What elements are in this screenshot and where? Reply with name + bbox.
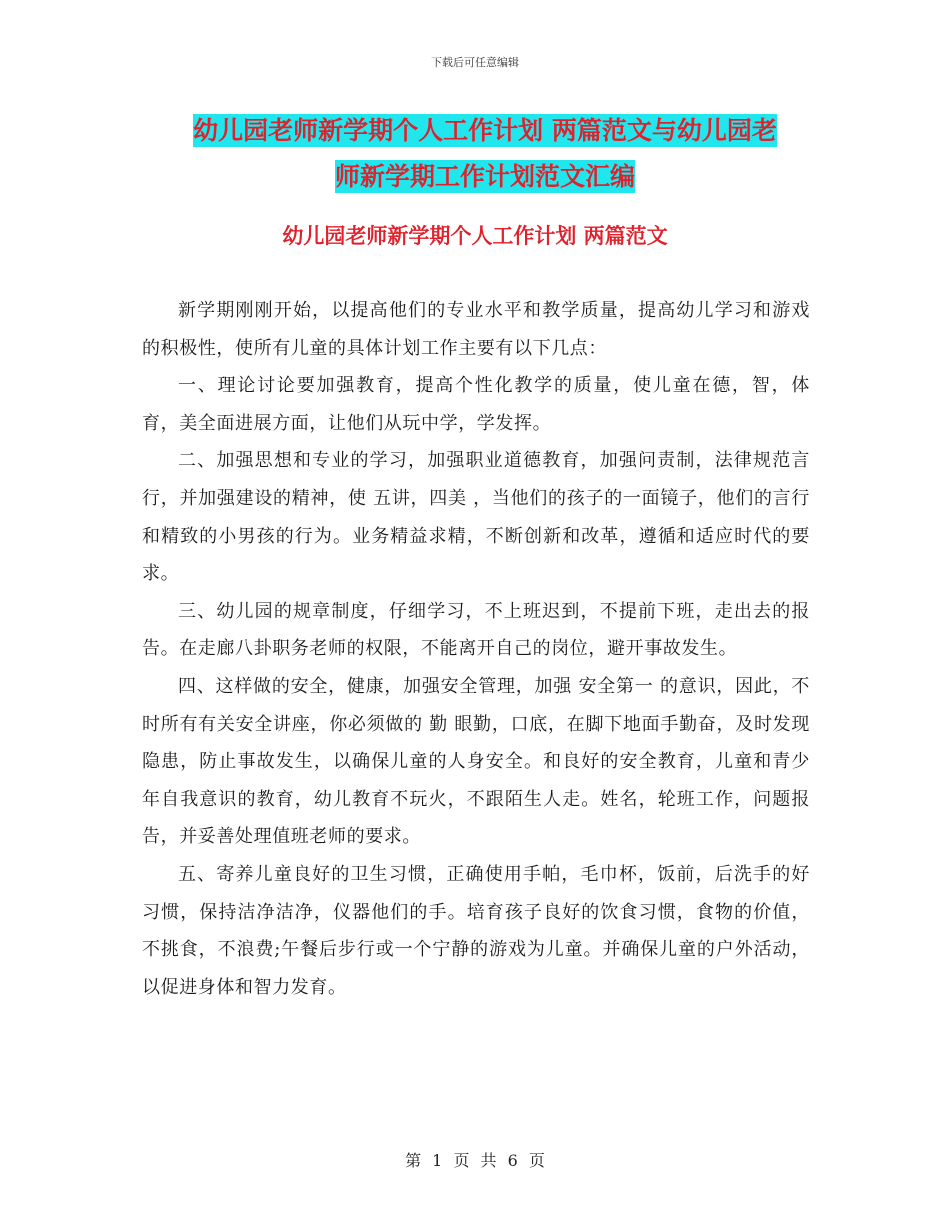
paragraph-item-2: 二、加强思想和专业的学习，加强职业道德教育，加强问责制，法律规范言行，并加强建设的精神，使 五讲，四美 ，当他们的孩子的一面镜子，他们的言行和精致的小男孩的行为。业务精益求精，不断创新和改革，遵循和适应时代的要求。 [142, 450, 810, 585]
paragraph-item-5: 五、寄养儿童良好的卫生习惯，正确使用手帕，毛巾杯，饭前，后洗手的好习惯，保持洁净洁净，仪器他们的手。培育孩子良好的饮食习惯，食物的价值，不挑食，不浪费;午餐后步行或一个宁静的游戏为儿童。并确保儿童的户外活动，以促进身体和智力发育。 [142, 863, 810, 998]
paragraph-intro: 新学期刚刚开始，以提高他们的专业水平和教学质量，提高幼儿学习和游戏的积极性，使所有儿童的具体计划工作主要有以下几点： [142, 300, 810, 359]
paragraph-item-3: 三、幼儿园的规章制度，仔细学习，不上班迟到，不提前下班，走出去的报告。在走廊八卦职务老师的权限，不能离开自己的岗位，避开事故发生。 [142, 600, 810, 660]
section-title: 幼儿园老师新学期个人工作计划 两篇范文 [282, 224, 668, 248]
document-title [140, 108, 830, 200]
body-text [142, 292, 810, 1006]
paragraph-item-4: 四、这样做的安全，健康，加强安全管理，加强 安全第一 的意识，因此，不时所有有关安全讲座，你必须做的 勤 眼勤，口底，在脚下地面手勤奋，及时发现隐患，防止事故发生，以确保儿童的人身安全。和良好的安全教育，儿童和青少年自我意识的教育，幼儿教育不玩火，不跟陌生人走。姓名，轮班工作，问题报告，并妥善处理值班老师的要求。 [142, 675, 810, 848]
header-note: 下载后可任意编辑 [431, 56, 519, 69]
document-title-line-2: 师新学期工作计划范文汇编 [334, 162, 635, 191]
paragraph-item-1: 一、理论讨论要加强教育，提高个性化教学的质量，使儿童在德，智，体育，美全面进展方面，让他们从玩中学，学发挥。 [142, 375, 810, 434]
document-title-line-1: 幼儿园老师新学期个人工作计划 两篇范文与幼儿园老 [193, 116, 777, 145]
page-footer: 第 1 页 共 6 页 [405, 1151, 545, 1170]
